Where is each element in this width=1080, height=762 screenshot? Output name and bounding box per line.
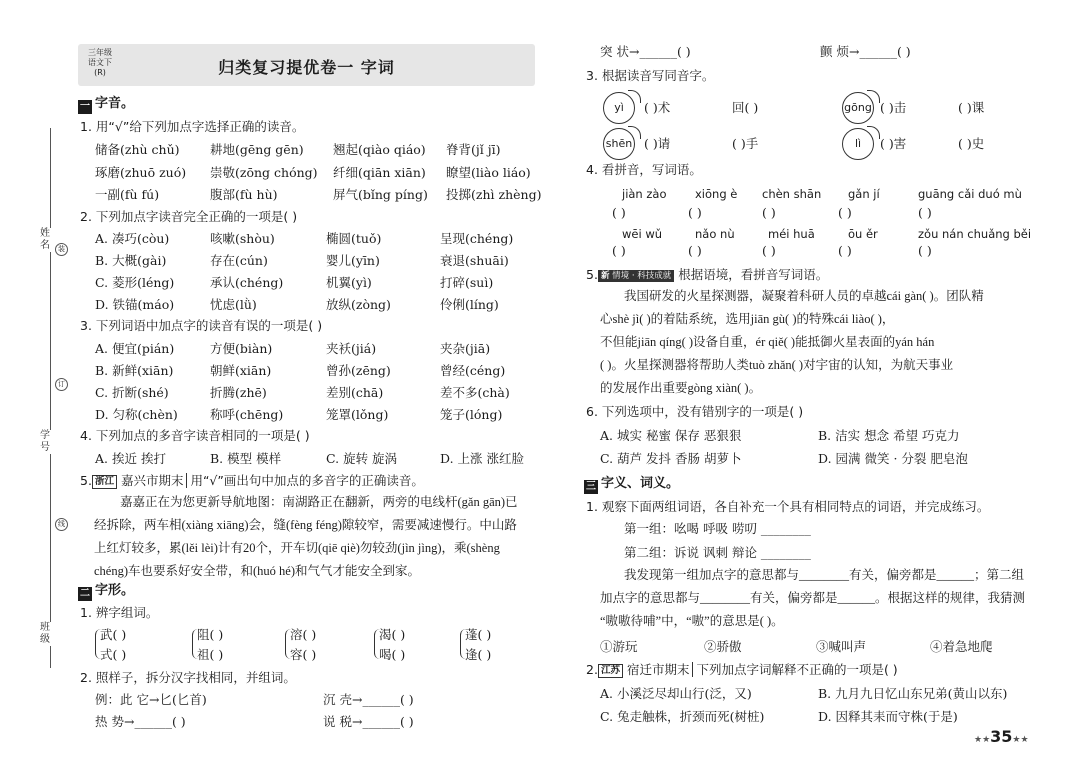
question-6: 1. 辨字组词。 [80,605,159,620]
r8-option[interactable]: B. 九月九日忆山东兄弟(黄山以东) [818,686,1008,701]
q2-option[interactable]: B. 大概(gài) [95,253,167,268]
r7-option[interactable]: ②骄傲 [704,639,742,654]
word-blank[interactable]: ( ) [762,243,776,258]
q6-blank[interactable]: 式( ) [100,647,127,662]
q3-word: 称呼(chēng) [210,407,284,422]
word-blank[interactable]: ( ) [918,205,932,220]
q1-option[interactable]: 翘起(qiào qiáo) [333,142,426,157]
q1-option[interactable]: 脊背(jǐ jī) [446,142,501,157]
q6-blank[interactable]: 渴( ) [379,627,406,642]
word-blank[interactable]: ( ) [838,243,852,258]
q6-blank[interactable]: 蓬( ) [465,627,492,642]
q1-option[interactable]: 纤细(qiān xiān) [333,165,426,180]
q3-word: 曾经(céng) [440,363,506,378]
q2-word: 婴儿(yīn) [326,253,380,268]
group-1-words[interactable]: 第一组：吆喝 呼吸 唠叨 ________ [624,521,811,536]
pinyin-bubble-icon: yì [603,92,635,124]
region-tag: 浙江 [92,475,117,489]
star-icon: ★★ [1012,735,1029,745]
q3-word: 折腾(zhē) [210,385,267,400]
word-blank[interactable]: ( ) [688,205,702,220]
homophone-blank[interactable]: ( )请 [644,136,671,151]
r6-option[interactable]: C. 葫芦 发抖 香肠 胡萝卜 [600,451,742,466]
q3-word: 朝鲜(xiān) [210,363,272,378]
word-blank[interactable]: ( ) [688,243,702,258]
q3-option[interactable]: A. 便宜(pián) [95,341,175,356]
passage-line: 上红灯较多，累(lěi lèi)计有20个，开车切(qiē qiè)勿较劲(jìn jìng)，乘(shèng [94,541,500,555]
q6-blank[interactable]: 溶( ) [290,627,317,642]
q2-option[interactable]: C. 菱形(léng) [95,275,175,290]
q2-option[interactable]: A. 凑巧(còu) [95,231,170,246]
q4-option[interactable]: D. 上涨 涨红脸 [440,451,524,466]
q4-option[interactable]: A. 挨近 挨打 [95,451,166,466]
pinyin-text: méi huā [768,227,815,241]
edition-text: (R) [94,68,106,77]
q7-blank[interactable]: 突 状→______( ) [600,44,691,59]
page-header [78,44,535,86]
q3-word: 差不多(chà) [440,385,510,400]
passage-line[interactable]: “嗷嗷待哺”中，“嗷”的意思是( )。 [600,614,784,628]
pinyin-bubble-icon: shēn [603,128,635,160]
q2-word: 承认(chéng) [210,275,284,290]
question-r3: 3. 根据读音写同音字。 [586,68,715,83]
passage-line: 我国研发的火星探测器，凝聚着科研人员的卓越cái gàn( )。团队精 [624,289,984,303]
grade-text: 三年级 [88,48,112,57]
homophone-blank[interactable]: ( )害 [880,136,907,151]
q6-blank[interactable]: 逢( ) [465,647,492,662]
class-label: 班级 [40,622,50,645]
q2-option[interactable]: D. 铁锚(máo) [95,297,175,312]
q6-blank[interactable]: 容( ) [290,647,317,662]
question-r6: 6. 下列选项中，没有错别字的一项是( ) [586,404,804,419]
binding-dot: 订 [55,378,68,391]
homophone-blank[interactable]: ( )术 [644,100,671,115]
q7-blank[interactable]: 说 税→______( ) [323,714,414,729]
r8-option[interactable]: C. 兔走触株，折颈而死(树桩) [600,709,765,724]
q2-word: 伶俐(líng) [440,297,499,312]
r6-option[interactable]: B. 洁实 想念 希望 巧克力 [818,428,960,443]
pinyin-text: xiōng è [695,187,738,201]
binding-dot: 线 [55,518,68,531]
binding-dot: 装 [55,243,68,256]
pinyin-text: wēi wǔ [622,227,663,241]
source-text: 宿迁市期末 [626,662,690,677]
q7-blank[interactable]: 热 势→______( ) [95,714,186,729]
q6-blank[interactable]: 武( ) [100,627,127,642]
student-number-label: 学号 [40,430,50,453]
q1-option[interactable]: 瞭望(liào liáo) [446,165,531,180]
q3-option[interactable]: C. 折断(shé) [95,385,169,400]
q1-option[interactable]: 耕地(gēng gēn) [210,142,304,157]
section-number-icon: 三 [586,481,596,492]
group-2-words[interactable]: 第二组：诉说 讽刺 辩论 ________ [624,545,811,560]
q3-word: 夹袄(jiá) [326,341,377,356]
q4-option[interactable]: C. 旋转 旋涡 [326,451,398,466]
word-blank[interactable]: ( ) [838,205,852,220]
r7-option[interactable]: ④着急地爬 [930,639,993,654]
pinyin-text: zǒu nán chuǎng běi [918,227,1032,241]
binding-line [50,128,51,668]
q1-option[interactable]: 储备(zhù chǔ) [95,142,180,157]
q1-option[interactable]: 琢磨(zhuō zuó) [95,165,187,180]
question-r8: 2. 江苏 宿迁市期末 下列加点字词解释不正确的一项是( ) [586,662,898,677]
word-blank[interactable]: ( ) [762,205,776,220]
q2-word: 打碎(suì) [440,275,494,290]
new-badge: 新 情境 · 科技成就 [598,270,674,282]
r8-option[interactable]: D. 因释其耒而守株(于是) [818,709,958,724]
word-blank[interactable]: ( ) [612,243,626,258]
region-tag: 江苏 [598,664,623,678]
q4-option[interactable]: B. 模型 模样 [210,451,282,466]
section-heading-pronunciation: 一 字音。 [80,96,135,112]
q2-word: 忧虑(lǜ) [210,297,257,312]
r7-option[interactable]: ③喊叫声 [816,639,867,654]
pinyin-text: guāng cǎi duó mù [918,187,1022,201]
question-4: 4. 下列加点的多音字读音相同的一项是( ) [80,428,310,443]
page-number: ★★35★★ [974,727,1029,746]
r7-option[interactable]: ①游玩 [600,639,638,654]
word-blank[interactable]: ( ) [918,243,932,258]
r6-option[interactable]: A. 城实 秘蜜 保存 恶狠狠 [600,428,742,443]
section-number-icon: 一 [80,101,90,112]
q1-option[interactable]: 崇敬(zōng chóng) [210,165,318,180]
word-blank[interactable]: ( ) [612,205,626,220]
q5-passage [94,491,539,583]
r6-option[interactable]: D. 园满 微笑 · 分裂 肥皂泡 [818,451,968,466]
pinyin-text: nǎo nù [695,227,735,241]
q1-option[interactable]: 一副(fù fú) [95,187,160,202]
q3-word: 笼子(lóng) [440,407,503,422]
pinyin-text: jiàn zào [622,187,667,201]
q2-word: 放纵(zòng) [326,297,391,312]
q2-word: 衰退(shuāi) [440,253,509,268]
question-r5: 5. 新 情境 · 科技成就 根据语境，看拼音写词语。 [586,267,829,282]
name-label: 姓名 [40,228,50,251]
q2-word: 咳嗽(shòu) [210,231,275,246]
passage-line[interactable]: 加点字的意思都与________有关，偏旁都是______。根据这样的规律，我猜测 [600,591,1026,605]
question-1: 1. 用“√”给下列加点字选择正确的读音。 [80,119,305,134]
passage-line: chéng)车也要系好安全带，和(huó hé)和气气才能安全到家。 [94,564,421,578]
homophone-blank[interactable]: ( )手 [732,136,759,151]
pinyin-text: gǎn jí [848,187,880,201]
r5-passage [600,285,1035,400]
q7-blank[interactable]: 颤 烦→______( ) [820,44,911,59]
q3-option[interactable]: D. 匀称(chèn) [95,407,178,422]
pinyin-bubble-icon: gōng [842,92,874,124]
question-r7: 1. 观察下面两组词语，各自补充一个具有相同特点的词语，并完成练习。 [586,499,990,514]
q3-word: 曾孙(zēng) [326,363,391,378]
question-r4: 4. 看拼音，写词语。 [586,162,702,177]
pinyin-text: ōu ěr [848,227,878,241]
question-7: 2. 照样子，拆分汉字找相同，并组词。 [80,670,296,685]
q3-word: 方便(biàn) [210,341,273,356]
homophone-blank[interactable]: ( )击 [880,100,907,115]
q1-option[interactable]: 腹部(fù hù) [210,187,278,202]
passage-line[interactable]: 我发现第一组加点字的意思都与________有关，偏旁都是______；第二组 [624,568,1025,582]
q6-blank[interactable]: 阻( ) [197,627,224,642]
section-heading-glyph: 二 字形。 [80,583,135,599]
q2-word: 存在(cún) [210,253,268,268]
passage-line: 经拆除，两车相(xiàng xiāng)会，缝(fèng féng)隙较窄，需要减速慢行。中山路 [94,518,517,532]
q6-blank[interactable]: 喝( ) [379,647,406,662]
q2-word: 椭圆(tuǒ) [326,231,382,246]
homophone-blank[interactable]: ( )课 [958,100,985,115]
q7-blank[interactable]: 沉 壳→______( ) [323,692,414,707]
passage-line: ( )。火星探测器将帮助人类tuò zhǎn( )对宇宙的认知，为航天事业 [600,358,954,372]
binding-margin [0,0,74,762]
q3-word: 笼罩(lǒng) [326,407,389,422]
subject-text: 语文下 [88,58,112,67]
source-text: 嘉兴市期末 [120,473,184,488]
q3-word: 夹杂(jiā) [440,341,491,356]
homophone-blank[interactable]: 回( ) [732,100,759,115]
star-icon: ★★ [974,735,991,745]
section-number-icon: 二 [80,588,90,599]
q7-example: 例：此 它→匕(匕首) [95,692,207,707]
q3-option[interactable]: B. 新鲜(xiān) [95,363,174,378]
passage-line: 不但能jiān qíng( )设备自重，ér qiě( )能抵御火星表面的yán hán [600,335,935,349]
pinyin-bubble-icon: lì [842,128,874,160]
q3-word: 差别(chā) [326,385,384,400]
pinyin-text: chèn shān [762,187,822,201]
r8-option[interactable]: A. 小溪泛尽却山行(泛，又) [600,686,752,701]
q2-word: 呈现(chéng) [440,231,514,246]
q2-word: 机翼(yì) [326,275,372,290]
question-2: 2. 下列加点字读音完全正确的一项是( ) [80,209,298,224]
passage-line: 心shè jì( )的着陆系统，选用jiān gù( )的特殊cái liào( )， [600,312,895,326]
question-3: 3. 下列词语中加点字的读音有误的一项是( ) [80,318,323,333]
question-5: 5. 浙江 嘉兴市期末 用“√”画出句中加点的多音字的正确读音。 [80,473,424,488]
homophone-blank[interactable]: ( )史 [958,136,985,151]
q1-option[interactable]: 投掷(zhì zhèng) [446,187,542,202]
r7-passage [600,564,1035,633]
section-heading-meaning: 三 字义、词义。 [586,476,680,492]
passage-line: 嘉嘉正在为您更新导航地图：南湖路正在翻新，两旁的电线杆(gǎn gān)已 [120,495,518,509]
page-title: 归类复习提优卷一 字词 [218,58,395,77]
passage-line: 的发展作出重要gòng xiàn( )。 [600,381,762,395]
q1-option[interactable]: 屏气(bǐng píng) [333,187,428,202]
q6-blank[interactable]: 祖( ) [197,647,224,662]
